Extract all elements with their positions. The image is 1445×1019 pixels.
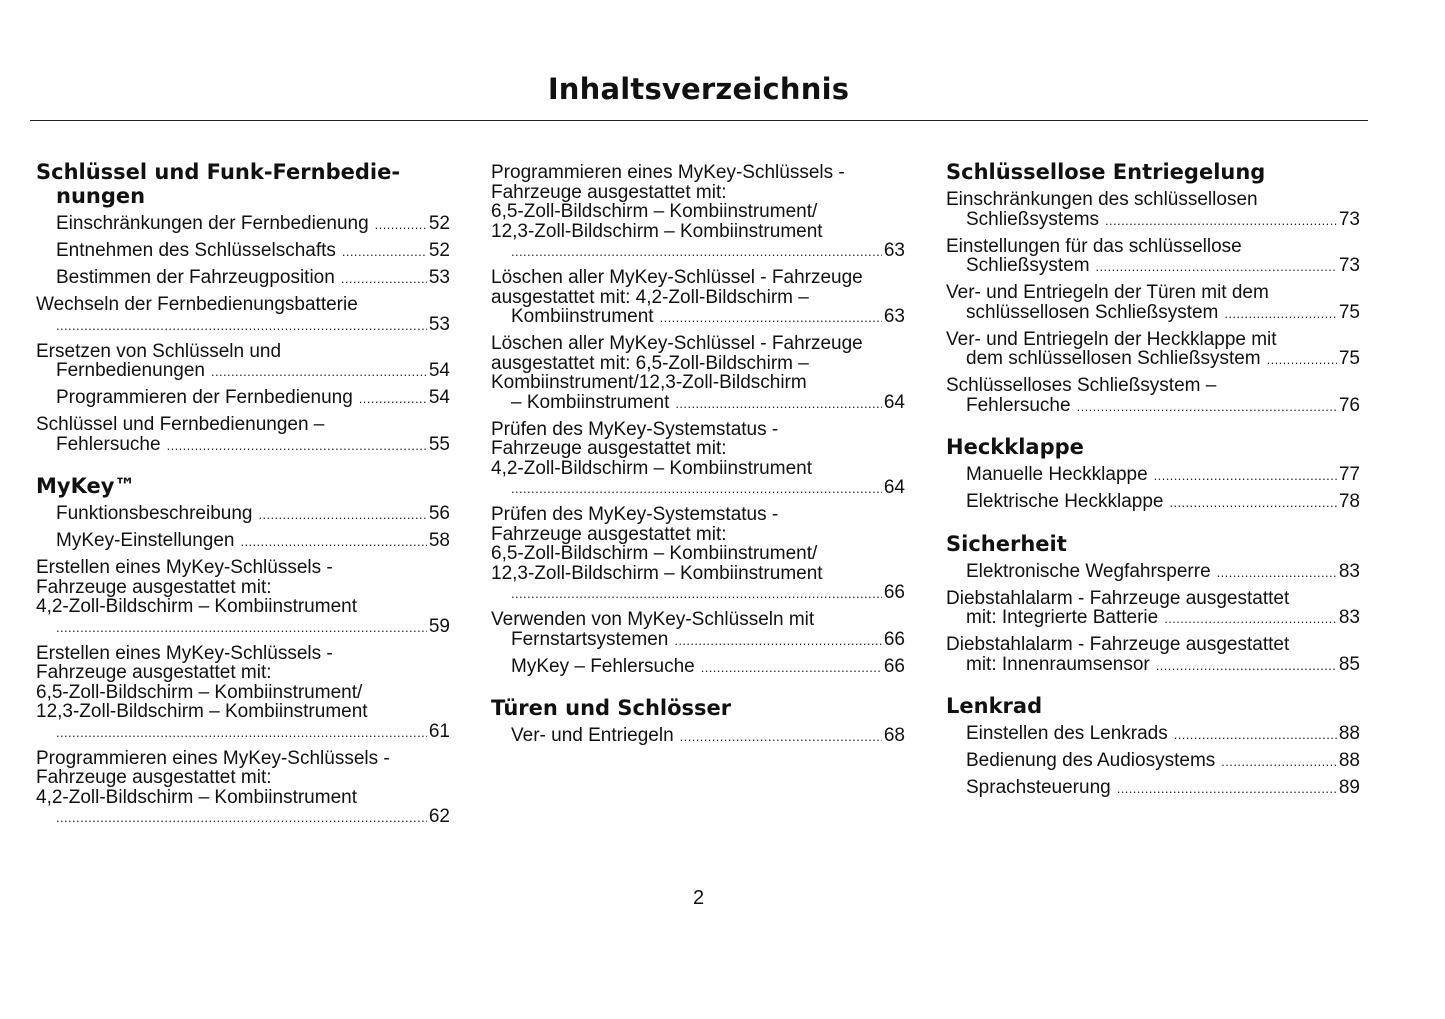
toc-entry-text: Bedienung des Audiosystems — [966, 751, 1216, 771]
toc-entry-leader-line — [511, 393, 905, 414]
dot-leader — [56, 723, 427, 743]
toc-entry-text: Funktionsbeschreibung — [56, 504, 253, 524]
toc-entry-text: Erstellen eines MyKey-Schlüssels - — [36, 558, 333, 578]
toc-entry-text: – Kombiinstrument — [511, 391, 670, 413]
toc-entry-text: Sprachsteuerung — [966, 778, 1111, 798]
toc-entry-text: Diebstahlalarm - Fahrzeuge ausgestattet — [946, 588, 1290, 609]
dot-leader — [1217, 563, 1337, 583]
dot-leader — [56, 808, 427, 828]
toc-entry[interactable] — [36, 241, 450, 262]
dot-leader — [1174, 725, 1337, 745]
section-heading: Schlüssellose Entriegelung — [946, 160, 1266, 184]
toc-entry-text: Erstellen eines MyKey-Schlüssels - — [36, 643, 333, 664]
toc-page-number: 66 — [883, 656, 905, 677]
toc-entry[interactable] — [36, 342, 450, 382]
toc-section — [946, 532, 1360, 676]
toc-section — [491, 696, 905, 747]
toc-page-number: 78 — [1338, 492, 1360, 512]
toc-entry-leader-line — [966, 465, 1360, 486]
toc-entry-text: Ver- und Entriegeln der Türen mit dem — [946, 283, 1269, 303]
dot-leader — [674, 631, 882, 651]
toc-entry[interactable] — [36, 214, 450, 235]
toc-entry[interactable] — [946, 751, 1360, 772]
dot-leader — [341, 269, 427, 289]
toc-entry-text: 6,5-Zoll-Bildschirm – Kombiinstrument/ — [36, 681, 363, 703]
toc-entry-text: Prüfen des MyKey-Systemstatus - — [491, 505, 779, 525]
toc-entry-text: Diebstahlalarm - Fahrzeuge ausgestattet — [946, 635, 1290, 655]
dot-leader — [1267, 350, 1337, 370]
dot-leader — [1077, 397, 1337, 417]
toc-entry[interactable] — [36, 295, 450, 335]
toc-entry-leader-line — [56, 241, 450, 262]
toc-entry-leader-line — [966, 492, 1360, 513]
toc-entry-leader-line — [56, 388, 450, 409]
toc-entry-leader-line — [966, 655, 1360, 676]
dot-leader — [511, 479, 882, 499]
toc-page-number: 68 — [883, 726, 905, 746]
toc-page-number: 75 — [1338, 348, 1360, 369]
toc-entry-leader-line — [56, 722, 450, 743]
toc-entry-text: 4,2-Zoll-Bildschirm – Kombiinstrument — [36, 786, 357, 808]
toc-page-number: 63 — [883, 240, 905, 261]
toc-entry-text: Fehlersuche — [56, 433, 161, 455]
toc-page-number: 53 — [428, 313, 450, 335]
toc-entry-text: Wechseln der Fernbedienungsbatterie — [36, 295, 358, 315]
toc-page-number: 77 — [1338, 465, 1360, 485]
dot-leader — [660, 308, 882, 328]
toc-page-number: 73 — [1338, 208, 1360, 230]
toc-entry-text: Einstellungen für das schlüssellose — [946, 236, 1242, 257]
toc-entry-text: Löschen aller MyKey-Schlüssel - Fahrzeuge — [491, 268, 863, 288]
dot-leader — [1164, 609, 1337, 629]
toc-entry-leader-line — [56, 807, 450, 828]
toc-page-number: 56 — [428, 504, 450, 524]
toc-entry-leader-line — [966, 724, 1360, 745]
toc-entry-text: Elektronische Wegfahrsperre — [966, 561, 1211, 582]
dot-leader — [675, 394, 881, 414]
dot-leader — [1169, 493, 1336, 513]
section-heading: MyKey™ — [36, 474, 136, 498]
toc-entry-leader-line — [511, 630, 905, 651]
toc-entry-text: ausgestattet mit: 6,5-Zoll-Bildschirm – — [491, 352, 809, 374]
toc-entry-text: Einschränkungen der Fernbedienung — [56, 214, 369, 234]
toc-column-1 — [36, 160, 450, 847]
dot-leader — [359, 389, 427, 409]
toc-entry-text: Prüfen des MyKey-Systemstatus - — [491, 419, 779, 440]
toc-entry[interactable] — [946, 376, 1360, 416]
title-divider — [30, 120, 1368, 121]
toc-entry-text: 12,3-Zoll-Bildschirm – Kombiinstrument — [36, 701, 368, 722]
toc-entry-text: Manuelle Heckklappe — [966, 465, 1148, 485]
toc-entry-text: Schlüssel und Fernbedienungen – — [36, 415, 325, 435]
toc-page-number: 66 — [883, 582, 905, 603]
toc-entry[interactable] — [946, 190, 1360, 230]
toc-page-number: 58 — [428, 531, 450, 551]
toc-entry[interactable] — [946, 562, 1360, 583]
toc-entry[interactable] — [491, 268, 905, 328]
toc-entry-text: Löschen aller MyKey-Schlüssel - Fahrzeuge — [491, 334, 863, 354]
toc-entry-text: Kombiinstrument/12,3-Zoll-Bildschirm — [491, 372, 807, 393]
toc-entry-text: Verwenden von MyKey-Schlüsseln mit — [491, 610, 815, 630]
section-heading: Heckklappe — [946, 435, 1084, 459]
toc-entry-leader-line — [56, 214, 450, 235]
toc-entry-leader-line — [966, 396, 1360, 417]
toc-entry-leader-line — [511, 307, 905, 328]
dot-leader — [56, 316, 427, 336]
toc-entry-text: Entnehmen des Schlüsselschafts — [56, 241, 336, 261]
toc-entry-leader-line — [56, 315, 450, 336]
toc-section — [946, 694, 1360, 799]
toc-entry-leader-line — [966, 562, 1360, 583]
dot-leader — [258, 505, 426, 525]
toc-section — [491, 163, 905, 677]
toc-page-number: 52 — [428, 214, 450, 234]
toc-entry-text: Fahrzeuge ausgestattet mit: — [491, 438, 727, 459]
toc-entry-text: mit: Innenraumsensor — [966, 653, 1150, 675]
toc-entry-leader-line — [56, 531, 450, 552]
toc-entry-text: Bestimmen der Fahrzeugposition — [56, 268, 335, 288]
toc-page-number: 54 — [428, 388, 450, 408]
toc-entry-text: Fahrzeuge ausgestattet mit: — [36, 662, 272, 683]
toc-entry-leader-line — [511, 583, 905, 604]
toc-entry-leader-line — [966, 778, 1360, 799]
toc-entry-text: dem schlüssellosen Schließsystem — [966, 348, 1261, 369]
section-heading: Lenkrad — [946, 694, 1043, 718]
toc-page-number: 52 — [428, 241, 450, 261]
toc-entry-text: 6,5-Zoll-Bildschirm – Kombiinstrument/ — [491, 543, 818, 564]
toc-entry[interactable] — [36, 531, 450, 552]
toc-entry-text: Fernstartsystemen — [511, 628, 669, 650]
toc-entry-text: Schließsystems — [966, 208, 1100, 230]
toc-entry[interactable] — [946, 724, 1360, 745]
toc-entry-leader-line — [56, 504, 450, 525]
toc-entry-leader-line — [56, 361, 450, 382]
toc-entry[interactable] — [491, 610, 905, 650]
toc-entry-leader-line — [56, 435, 450, 456]
toc-entry-text: Schließsystem — [966, 255, 1090, 276]
toc-page-number: 88 — [1338, 751, 1360, 771]
toc-page-number: 83 — [1338, 607, 1360, 628]
toc-entry[interactable] — [491, 726, 905, 747]
toc-column-3 — [946, 160, 1360, 818]
dot-leader — [701, 658, 882, 678]
toc-entry[interactable] — [36, 388, 450, 409]
dot-leader — [1221, 752, 1337, 772]
toc-entry-leader-line — [511, 657, 905, 678]
toc-page-number: 64 — [883, 477, 905, 498]
toc-entry-text: 12,3-Zoll-Bildschirm – Kombiinstrument — [491, 220, 823, 242]
toc-entry-text: Fahrzeuge ausgestattet mit: — [491, 181, 727, 203]
toc-entry-text: Einstellen des Lenkrads — [966, 724, 1168, 744]
section-heading: Sicherheit — [946, 531, 1067, 556]
toc-entry-leader-line — [966, 256, 1360, 277]
dot-leader — [511, 242, 882, 262]
dot-leader — [1156, 656, 1337, 676]
toc-page-number: 85 — [1338, 653, 1360, 675]
toc-entry[interactable] — [946, 237, 1360, 277]
toc-entry-text: MyKey-Einstellungen — [56, 531, 235, 551]
toc-entry-text: Ver- und Entriegeln der Heckklappe mit — [946, 329, 1277, 350]
toc-entry[interactable] — [946, 330, 1360, 370]
dot-leader — [56, 618, 427, 638]
toc-page-number: 62 — [428, 806, 450, 827]
toc-entry-leader-line — [966, 608, 1360, 629]
toc-entry[interactable] — [36, 558, 450, 637]
toc-page-number: 61 — [428, 720, 450, 742]
toc-entry-leader-line — [966, 303, 1360, 324]
toc-column-2 — [491, 163, 905, 766]
dot-leader — [1117, 779, 1337, 799]
toc-page-number: 66 — [883, 628, 905, 650]
toc-entry-leader-line — [966, 751, 1360, 772]
dot-leader — [240, 532, 426, 552]
toc-entry-text: Programmieren der Fernbedienung — [56, 388, 353, 408]
toc-entry[interactable] — [946, 492, 1360, 513]
dot-leader — [1224, 304, 1336, 324]
dot-leader — [375, 215, 427, 235]
toc-entry[interactable] — [36, 504, 450, 525]
toc-page-number: 89 — [1338, 778, 1360, 798]
toc-entry[interactable] — [491, 505, 905, 604]
toc-entry-leader-line — [56, 617, 450, 638]
toc-entry-text: 4,2-Zoll-Bildschirm – Kombiinstrument — [491, 457, 812, 479]
toc-entry-leader-line — [511, 726, 905, 747]
toc-entry-text: Elektrische Heckklappe — [966, 492, 1164, 512]
section-heading: Türen und Schlösser — [491, 696, 732, 720]
toc-entry[interactable] — [36, 749, 450, 828]
toc-entry-text: Fahrzeuge ausgestattet mit: — [491, 523, 727, 545]
toc-entry-text: Fahrzeuge ausgestattet mit: — [36, 576, 272, 598]
toc-entry[interactable] — [946, 465, 1360, 486]
toc-entry[interactable] — [946, 589, 1360, 629]
toc-entry[interactable] — [946, 283, 1360, 323]
toc-entry-text: ausgestattet mit: 4,2-Zoll-Bildschirm – — [491, 286, 809, 308]
toc-page-number: 55 — [428, 433, 450, 455]
toc-entry-text: Fehlersuche — [966, 394, 1071, 416]
toc-page-number: 64 — [883, 391, 905, 413]
toc-entry-text: MyKey – Fehlersuche — [511, 656, 695, 677]
section-heading: Schlüssel und Funk-Fernbedie-nungen — [36, 160, 401, 208]
toc-entry[interactable] — [491, 163, 905, 262]
dot-leader — [1105, 211, 1337, 231]
toc-entry[interactable] — [36, 268, 450, 289]
toc-entry-leader-line — [966, 349, 1360, 370]
toc-entry[interactable] — [946, 778, 1360, 799]
toc-page-number: 83 — [1338, 561, 1360, 582]
toc-entry[interactable] — [491, 334, 905, 413]
page-title: Inhaltsverzeichnis — [547, 72, 850, 106]
toc-section — [36, 474, 450, 828]
toc-entry-text: Ver- und Entriegeln — [511, 726, 674, 746]
toc-entry[interactable] — [36, 644, 450, 743]
toc-entry-text: Programmieren eines MyKey-Schlüssels - — [491, 163, 845, 183]
toc-entry-text: 12,3-Zoll-Bildschirm – Kombiinstrument — [491, 562, 823, 584]
toc-entry[interactable] — [36, 415, 450, 455]
toc-entry-text: Fernbedienungen — [56, 360, 205, 381]
dot-leader — [167, 436, 427, 456]
toc-page-number: 73 — [1338, 255, 1360, 276]
dot-leader — [1096, 257, 1337, 277]
toc-page-number: 75 — [1338, 301, 1360, 323]
page-number: 2 — [692, 887, 705, 909]
toc-entry[interactable] — [491, 420, 905, 499]
toc-entry-text: Ersetzen von Schlüsseln und — [36, 341, 282, 362]
toc-entry[interactable] — [946, 635, 1360, 675]
toc-section — [36, 160, 450, 455]
toc-entry-text: 4,2-Zoll-Bildschirm – Kombiinstrument — [36, 596, 357, 617]
toc-entry-text: mit: Integrierte Batterie — [966, 607, 1159, 628]
dot-leader — [342, 242, 427, 262]
toc-entry[interactable] — [491, 657, 905, 678]
toc-entry-leader-line — [966, 210, 1360, 231]
toc-entry-text: Kombiinstrument — [511, 306, 654, 327]
dot-leader — [511, 584, 882, 604]
toc-section — [946, 435, 1360, 513]
toc-page-number: 59 — [428, 615, 450, 637]
toc-page-number: 63 — [883, 306, 905, 327]
dot-leader — [1154, 466, 1337, 486]
toc-entry-leader-line — [511, 241, 905, 262]
toc-entry-text: 6,5-Zoll-Bildschirm – Kombiinstrument/ — [491, 201, 818, 222]
toc-entry-leader-line — [56, 268, 450, 289]
toc-page-number: 54 — [428, 360, 450, 381]
toc-entry-text: Programmieren eines MyKey-Schlüssels - — [36, 748, 390, 769]
toc-section — [946, 160, 1360, 416]
toc-entry-text: Schlüsselloses Schließsystem – — [946, 376, 1217, 396]
toc-entry-text: schlüssellosen Schließsystem — [966, 301, 1219, 323]
dot-leader — [211, 362, 427, 382]
toc-page-number: 76 — [1338, 394, 1360, 416]
toc-entry-text: Fahrzeuge ausgestattet mit: — [36, 767, 272, 788]
toc-page-number: 88 — [1338, 724, 1360, 744]
dot-leader — [680, 727, 882, 747]
toc-entry-text: Einschränkungen des schlüssellosen — [946, 190, 1258, 210]
toc-entry-leader-line — [511, 478, 905, 499]
toc-page-number: 53 — [428, 268, 450, 288]
